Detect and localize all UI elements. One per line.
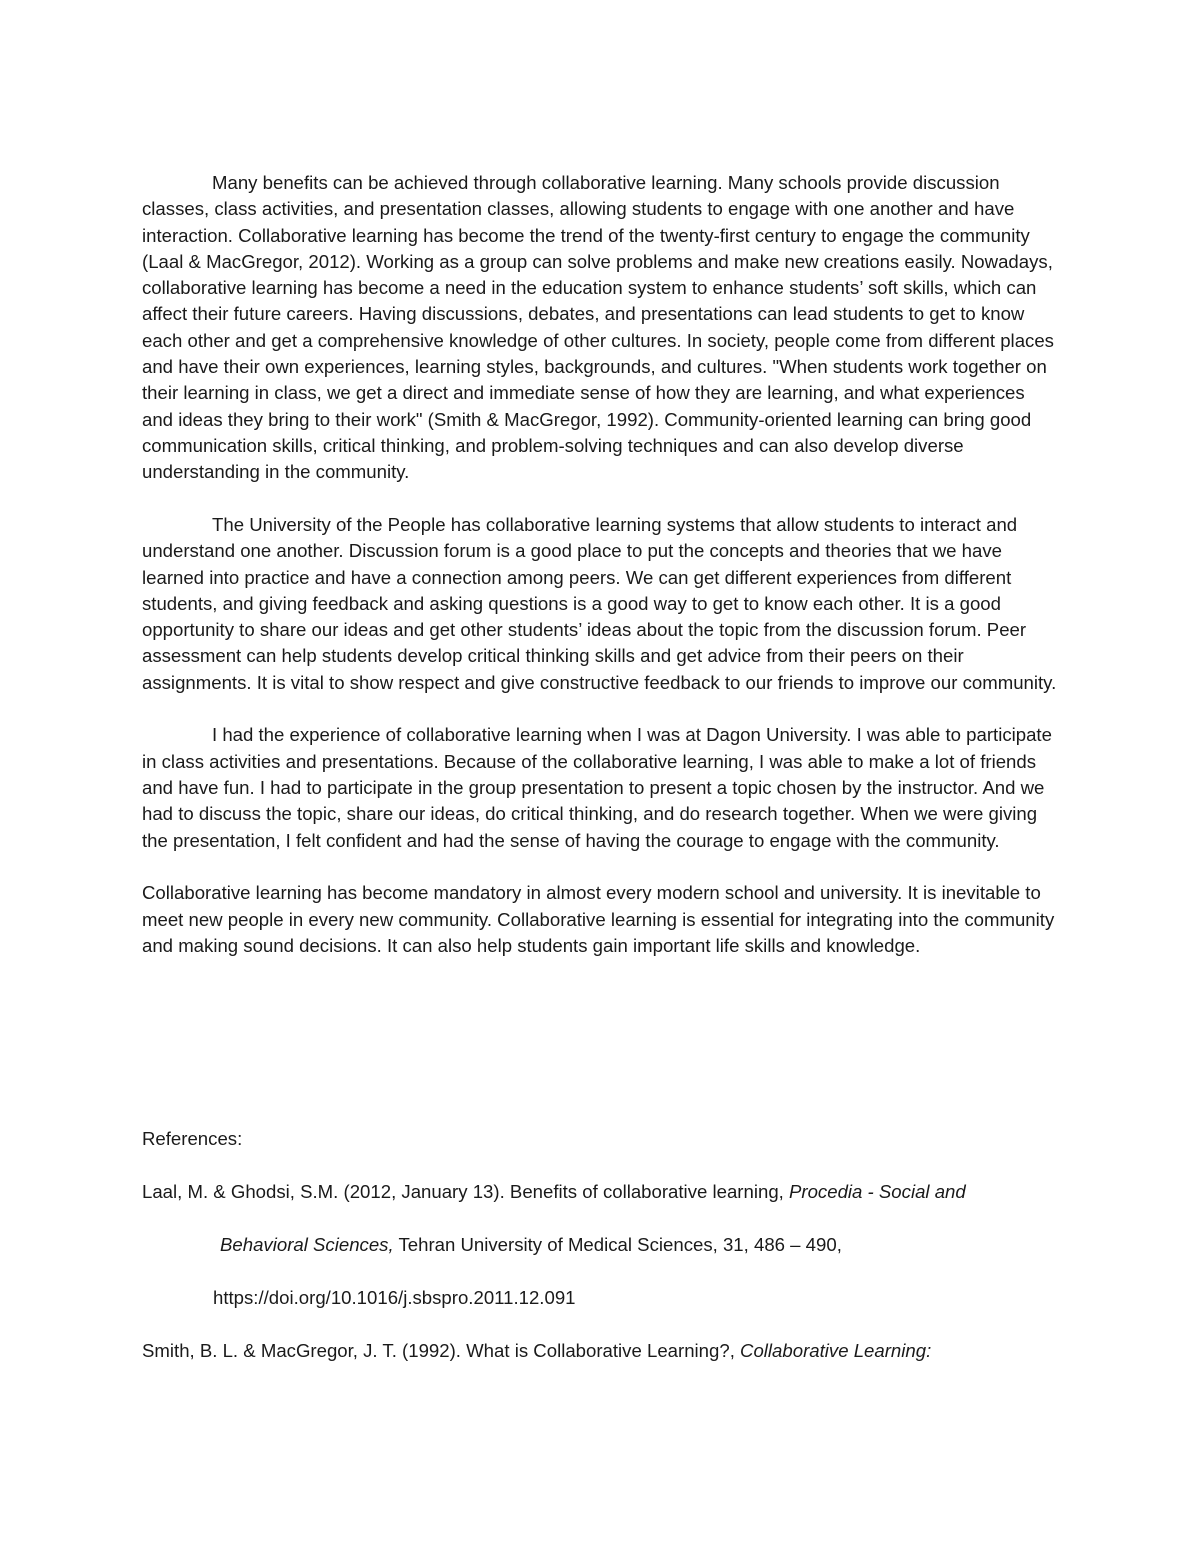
reference-1-journal-cont: Behavioral Sciences, [220, 1234, 394, 1255]
reference-2-book: Collaborative Learning: [740, 1340, 932, 1361]
reference-2-text: Smith, B. L. & MacGregor, J. T. (1992). What is Collaborative Learning?, [142, 1340, 741, 1361]
reference-1-line-3 [142, 1285, 1122, 1311]
paragraph-4: Collaborative learning has become mandatory in almost every modern school and university. It is inevitable to meet new people in every new community. Collaborative learning is essential for integrating into the community and making sound decisions. It can also help students gain important life skills and knowledge. [142, 882, 1055, 956]
references-heading: References: [142, 1128, 243, 1149]
references-section [142, 1126, 1122, 1391]
reference-1-doi-link[interactable]: https://doi.org/10.1016/j.sbspro.2011.12.091 [213, 1287, 576, 1308]
paragraph-1: Many benefits can be achieved through collaborative learning. Many schools provide discussion classes, class activities, and presentation classes, allowing students to engage with one another and have interaction. Collaborative learning has become the trend of the twenty-first century to engage the community (Laal & MacGregor, 2012). Working as a group can solve problems and make new creations easily. Nowadays, collaborative learning has become a need in the education system to enhance students’ soft skills, which can affect their future careers. Having discussions, debates, and presentations can lead students to get to know each other and get a comprehensive knowledge of other cultures. In society, people come from different places and have their own experiences, learning styles, backgrounds, and cultures. "When students work together on their learning in class, we get a direct and immediate sense of how they are learning, and what experiences and ideas they bring to their work" (Smith & MacGregor, 1992). Community-oriented learning can bring good communication skills, critical thinking, and problem-solving techniques and can also develop diverse understanding in the community. [142, 172, 1054, 483]
reference-1-journal: Procedia - Social and [789, 1181, 966, 1202]
reference-1-line-1 [142, 1179, 1122, 1205]
paragraph-3: I had the experience of collaborative learning when I was at Dagon University. I was able to participate in class activities and presentations. Because of the collaborative learning, I was able to make a lot of friends and have fun. I had to participate in the group presentation to present a topic chosen by the instructor. And we had to discuss the topic, share our ideas, do critical thinking, and do research together. When we were giving the presentation, I felt confident and had the sense of having the courage to engage with the community. [142, 724, 1052, 851]
reference-1-text: Laal, M. & Ghodsi, S.M. (2012, January 13). Benefits of collaborative learning, [142, 1181, 789, 1202]
reference-1-publisher: Tehran University of Medical Sciences, 31, 486 – 490, [393, 1234, 842, 1255]
paragraph-2: The University of the People has collaborative learning systems that allow students to interact and understand one another. Discussion forum is a good place to put the concepts and theories that we have learned into practice and have a connection among peers. We can get different experiences from different students, and giving feedback and asking questions is a good way to get to know each other. It is a good opportunity to share our ideas and get other students’ ideas about the topic from the discussion forum. Peer assessment can help students develop critical thinking skills and get advice from their peers on their assignments. It is vital to show respect and give constructive feedback to our friends to improve our community. [142, 513, 1057, 693]
reference-1-line-2 [142, 1232, 1122, 1258]
reference-2-line-1 [142, 1338, 1122, 1364]
essay-body [142, 170, 1060, 986]
